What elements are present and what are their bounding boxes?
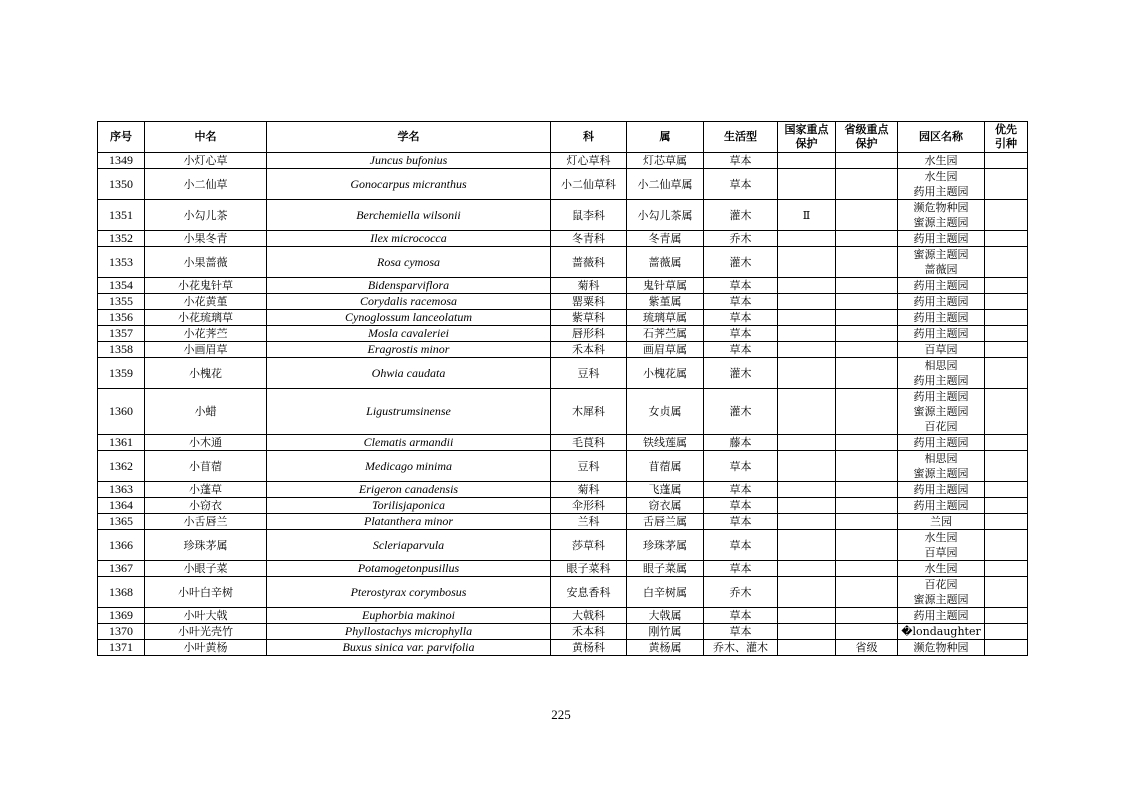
cell-life-form: 草本 bbox=[704, 514, 778, 530]
cell-national-protection bbox=[778, 358, 836, 389]
cell-scientific-name: Potamogetonpusillus bbox=[267, 561, 551, 577]
cell-genus: 苜蓿属 bbox=[627, 451, 704, 482]
cell-genus: 白辛树属 bbox=[627, 577, 704, 608]
cell-national-protection bbox=[778, 498, 836, 514]
table-row bbox=[98, 326, 1028, 342]
cell-no: 1371 bbox=[98, 640, 145, 656]
cell-garden-name bbox=[898, 389, 985, 435]
cell-no: 1370 bbox=[98, 624, 145, 640]
cell-no: 1365 bbox=[98, 514, 145, 530]
plant-table bbox=[97, 121, 1028, 656]
cell-no: 1368 bbox=[98, 577, 145, 608]
cell-no: 1361 bbox=[98, 435, 145, 451]
cell-garden-name bbox=[898, 530, 985, 561]
header-national-protection: 国家重点保护 bbox=[778, 122, 836, 153]
cell-scientific-name: Torilisjaponica bbox=[267, 498, 551, 514]
cell-provincial-protection bbox=[836, 530, 898, 561]
cell-genus: 紫堇属 bbox=[627, 294, 704, 310]
cell-provincial-protection bbox=[836, 577, 898, 608]
cell-no: 1350 bbox=[98, 169, 145, 200]
garden-line: 药用主题园 bbox=[913, 390, 969, 403]
cell-national-protection bbox=[778, 561, 836, 577]
cell-family: 黄杨科 bbox=[551, 640, 627, 656]
table-row bbox=[98, 530, 1028, 561]
cell-no: 1360 bbox=[98, 389, 145, 435]
cell-priority-introduction bbox=[985, 514, 1028, 530]
cell-national-protection bbox=[778, 310, 836, 326]
cell-genus: 鬼针草属 bbox=[627, 278, 704, 294]
cell-provincial-protection bbox=[836, 498, 898, 514]
cell-provincial-protection bbox=[836, 200, 898, 231]
table-row bbox=[98, 577, 1028, 608]
cell-scientific-name: Ohwia caudata bbox=[267, 358, 551, 389]
cell-scientific-name: Corydalis racemosa bbox=[267, 294, 551, 310]
cell-family: 木犀科 bbox=[551, 389, 627, 435]
garden-line: 百花园 bbox=[924, 420, 958, 433]
header-life-form: 生活型 bbox=[704, 122, 778, 153]
cell-garden-name bbox=[898, 342, 985, 358]
cell-garden-name bbox=[898, 482, 985, 498]
table-row bbox=[98, 278, 1028, 294]
cell-scientific-name: Rosa cymosa bbox=[267, 247, 551, 278]
garden-line: 百草园 bbox=[924, 343, 958, 356]
cell-provincial-protection bbox=[836, 608, 898, 624]
cell-life-form: 草本 bbox=[704, 169, 778, 200]
cell-no: 1362 bbox=[98, 451, 145, 482]
cell-chinese-name: 珍珠茅属 bbox=[145, 530, 267, 561]
garden-line: 水生园 bbox=[924, 154, 958, 167]
cell-no: 1367 bbox=[98, 561, 145, 577]
cell-garden-name bbox=[898, 451, 985, 482]
cell-priority-introduction bbox=[985, 326, 1028, 342]
cell-chinese-name: 小叶光壳竹 bbox=[145, 624, 267, 640]
cell-scientific-name: Euphorbia makinoi bbox=[267, 608, 551, 624]
cell-scientific-name: Medicago minima bbox=[267, 451, 551, 482]
table-row bbox=[98, 231, 1028, 247]
cell-garden-name bbox=[898, 577, 985, 608]
cell-national-protection bbox=[778, 640, 836, 656]
cell-genus: 刚竹属 bbox=[627, 624, 704, 640]
cell-scientific-name: Cynoglossum lanceolatum bbox=[267, 310, 551, 326]
cell-national-protection bbox=[778, 482, 836, 498]
cell-provincial-protection bbox=[836, 169, 898, 200]
table-row bbox=[98, 498, 1028, 514]
table-row bbox=[98, 342, 1028, 358]
table-row bbox=[98, 200, 1028, 231]
cell-scientific-name: Bidensparviflora bbox=[267, 278, 551, 294]
cell-chinese-name: 小花鬼针草 bbox=[145, 278, 267, 294]
cell-garden-name bbox=[898, 247, 985, 278]
cell-genus: 珍珠茅属 bbox=[627, 530, 704, 561]
cell-garden-name bbox=[898, 169, 985, 200]
cell-family: 紫草科 bbox=[551, 310, 627, 326]
cell-priority-introduction bbox=[985, 278, 1028, 294]
cell-priority-introduction bbox=[985, 561, 1028, 577]
garden-line: 药用主题园 bbox=[913, 279, 969, 292]
garden-line: 药用主题园 bbox=[913, 311, 969, 324]
cell-life-form: 草本 bbox=[704, 342, 778, 358]
cell-national-protection bbox=[778, 389, 836, 435]
cell-priority-introduction bbox=[985, 577, 1028, 608]
header-family: 科 bbox=[551, 122, 627, 153]
cell-chinese-name: 小眼子菜 bbox=[145, 561, 267, 577]
cell-chinese-name: 小果蔷薇 bbox=[145, 247, 267, 278]
cell-family: 禾本科 bbox=[551, 342, 627, 358]
cell-provincial-protection bbox=[836, 451, 898, 482]
header-garden-name: 园区名称 bbox=[898, 122, 985, 153]
cell-priority-introduction bbox=[985, 294, 1028, 310]
cell-chinese-name: 小窃衣 bbox=[145, 498, 267, 514]
cell-family: 伞形科 bbox=[551, 498, 627, 514]
cell-family: 灯心草科 bbox=[551, 153, 627, 169]
garden-line: 药用主题园 bbox=[913, 609, 969, 622]
cell-no: 1352 bbox=[98, 231, 145, 247]
garden-line: 水生园 bbox=[924, 531, 958, 544]
header-genus: 属 bbox=[627, 122, 704, 153]
cell-life-form: 草本 bbox=[704, 153, 778, 169]
cell-priority-introduction bbox=[985, 358, 1028, 389]
cell-chinese-name: 小苜蓿 bbox=[145, 451, 267, 482]
garden-line: 相思园 bbox=[924, 452, 958, 465]
cell-life-form: 草本 bbox=[704, 624, 778, 640]
cell-priority-introduction bbox=[985, 200, 1028, 231]
cell-national-protection bbox=[778, 326, 836, 342]
cell-no: 1354 bbox=[98, 278, 145, 294]
cell-priority-introduction bbox=[985, 640, 1028, 656]
cell-family: 豆科 bbox=[551, 358, 627, 389]
cell-national-protection: Ⅱ bbox=[778, 200, 836, 231]
cell-genus: 灯芯草属 bbox=[627, 153, 704, 169]
cell-national-protection bbox=[778, 530, 836, 561]
header-chinese-name: 中名 bbox=[145, 122, 267, 153]
cell-family: 冬青科 bbox=[551, 231, 627, 247]
cell-provincial-protection bbox=[836, 153, 898, 169]
cell-no: 1369 bbox=[98, 608, 145, 624]
garden-line: 相思园 bbox=[924, 359, 958, 372]
cell-no: 1366 bbox=[98, 530, 145, 561]
garden-line: 水生园 bbox=[924, 562, 958, 575]
cell-family: 眼子菜科 bbox=[551, 561, 627, 577]
table-row bbox=[98, 561, 1028, 577]
cell-priority-introduction bbox=[985, 498, 1028, 514]
cell-priority-introduction bbox=[985, 530, 1028, 561]
cell-chinese-name: 小花黄堇 bbox=[145, 294, 267, 310]
garden-line: 濒危物种园 bbox=[913, 641, 969, 654]
cell-scientific-name: Clematis armandii bbox=[267, 435, 551, 451]
cell-priority-introduction bbox=[985, 624, 1028, 640]
cell-scientific-name: Berchemiella wilsonii bbox=[267, 200, 551, 231]
cell-national-protection bbox=[778, 608, 836, 624]
cell-provincial-protection bbox=[836, 435, 898, 451]
cell-genus: 小勾儿茶属 bbox=[627, 200, 704, 231]
cell-life-form: 草本 bbox=[704, 561, 778, 577]
cell-chinese-name: 小槐花 bbox=[145, 358, 267, 389]
cell-chinese-name: 小画眉草 bbox=[145, 342, 267, 358]
cell-family: 蔷薇科 bbox=[551, 247, 627, 278]
cell-scientific-name: Erigeron canadensis bbox=[267, 482, 551, 498]
cell-genus: 窃衣属 bbox=[627, 498, 704, 514]
cell-garden-name bbox=[898, 561, 985, 577]
table-row bbox=[98, 640, 1028, 656]
cell-scientific-name: Gonocarpus micranthus bbox=[267, 169, 551, 200]
cell-genus: 蔷薇属 bbox=[627, 247, 704, 278]
cell-chinese-name: 小花琉璃草 bbox=[145, 310, 267, 326]
cell-family: 鼠李科 bbox=[551, 200, 627, 231]
table-body bbox=[98, 153, 1028, 656]
cell-provincial-protection bbox=[836, 247, 898, 278]
cell-chinese-name: 小灯心草 bbox=[145, 153, 267, 169]
cell-life-form: 灌木 bbox=[704, 358, 778, 389]
cell-chinese-name: 小蓬草 bbox=[145, 482, 267, 498]
cell-life-form: 乔木、灌木 bbox=[704, 640, 778, 656]
cell-chinese-name: 小花荠苎 bbox=[145, 326, 267, 342]
header-scientific-name: 学名 bbox=[267, 122, 551, 153]
cell-life-form: 草本 bbox=[704, 294, 778, 310]
cell-national-protection bbox=[778, 278, 836, 294]
garden-line: 药用主题园 bbox=[913, 232, 969, 245]
cell-scientific-name: Juncus bufonius bbox=[267, 153, 551, 169]
cell-priority-introduction bbox=[985, 451, 1028, 482]
cell-family: 禾本科 bbox=[551, 624, 627, 640]
cell-garden-name bbox=[898, 640, 985, 656]
cell-chinese-name: 小蜡 bbox=[145, 389, 267, 435]
garden-line: 药用主题园 bbox=[913, 185, 969, 198]
cell-no: 1355 bbox=[98, 294, 145, 310]
cell-national-protection bbox=[778, 169, 836, 200]
cell-family: 毛茛科 bbox=[551, 435, 627, 451]
garden-line: 百草园 bbox=[924, 546, 958, 559]
cell-no: 1353 bbox=[98, 247, 145, 278]
garden-line: �londaughter bbox=[901, 625, 981, 638]
cell-genus: 小二仙草属 bbox=[627, 169, 704, 200]
cell-family: 小二仙草科 bbox=[551, 169, 627, 200]
cell-provincial-protection bbox=[836, 310, 898, 326]
cell-priority-introduction bbox=[985, 482, 1028, 498]
cell-no: 1351 bbox=[98, 200, 145, 231]
cell-scientific-name: Phyllostachys microphylla bbox=[267, 624, 551, 640]
garden-line: 濒危物种园 bbox=[913, 201, 969, 214]
garden-line: 药用主题园 bbox=[913, 327, 969, 340]
table-row bbox=[98, 624, 1028, 640]
cell-garden-name bbox=[898, 294, 985, 310]
cell-no: 1349 bbox=[98, 153, 145, 169]
cell-priority-introduction bbox=[985, 153, 1028, 169]
cell-provincial-protection bbox=[836, 231, 898, 247]
cell-chinese-name: 小叶黄杨 bbox=[145, 640, 267, 656]
cell-life-form: 草本 bbox=[704, 608, 778, 624]
cell-provincial-protection bbox=[836, 389, 898, 435]
cell-genus: 飞蓬属 bbox=[627, 482, 704, 498]
cell-garden-name bbox=[898, 624, 985, 640]
cell-national-protection bbox=[778, 451, 836, 482]
cell-garden-name bbox=[898, 358, 985, 389]
cell-life-form: 草本 bbox=[704, 482, 778, 498]
cell-provincial-protection bbox=[836, 561, 898, 577]
cell-life-form: 藤本 bbox=[704, 435, 778, 451]
cell-provincial-protection bbox=[836, 278, 898, 294]
cell-priority-introduction bbox=[985, 389, 1028, 435]
table-row bbox=[98, 247, 1028, 278]
cell-life-form: 草本 bbox=[704, 530, 778, 561]
cell-chinese-name: 小二仙草 bbox=[145, 169, 267, 200]
cell-priority-introduction bbox=[985, 435, 1028, 451]
table-row bbox=[98, 294, 1028, 310]
header-provincial-protection: 省级重点保护 bbox=[836, 122, 898, 153]
cell-provincial-protection bbox=[836, 624, 898, 640]
cell-life-form: 草本 bbox=[704, 278, 778, 294]
cell-family: 罂粟科 bbox=[551, 294, 627, 310]
cell-genus: 铁线莲属 bbox=[627, 435, 704, 451]
garden-line: 药用主题园 bbox=[913, 499, 969, 512]
cell-scientific-name: Buxus sinica var. parvifolia bbox=[267, 640, 551, 656]
cell-garden-name bbox=[898, 231, 985, 247]
cell-genus: 冬青属 bbox=[627, 231, 704, 247]
cell-family: 安息香科 bbox=[551, 577, 627, 608]
cell-national-protection bbox=[778, 294, 836, 310]
garden-line: 蜜源主题园 bbox=[913, 248, 969, 261]
cell-national-protection bbox=[778, 342, 836, 358]
table-row bbox=[98, 435, 1028, 451]
table-row bbox=[98, 310, 1028, 326]
cell-life-form: 草本 bbox=[704, 451, 778, 482]
cell-genus: 画眉草属 bbox=[627, 342, 704, 358]
cell-national-protection bbox=[778, 231, 836, 247]
cell-garden-name bbox=[898, 608, 985, 624]
cell-family: 莎草科 bbox=[551, 530, 627, 561]
garden-line: 药用主题园 bbox=[913, 374, 969, 387]
cell-no: 1363 bbox=[98, 482, 145, 498]
cell-priority-introduction bbox=[985, 608, 1028, 624]
cell-no: 1364 bbox=[98, 498, 145, 514]
cell-no: 1356 bbox=[98, 310, 145, 326]
cell-priority-introduction bbox=[985, 247, 1028, 278]
header-row bbox=[98, 122, 1028, 153]
cell-priority-introduction bbox=[985, 342, 1028, 358]
cell-garden-name bbox=[898, 435, 985, 451]
cell-chinese-name: 小勾儿茶 bbox=[145, 200, 267, 231]
cell-family: 兰科 bbox=[551, 514, 627, 530]
cell-scientific-name: Ilex micrococca bbox=[267, 231, 551, 247]
table-row bbox=[98, 608, 1028, 624]
cell-no: 1357 bbox=[98, 326, 145, 342]
garden-line: 蜜源主题园 bbox=[913, 593, 969, 606]
cell-national-protection bbox=[778, 247, 836, 278]
header-priority-introduction: 优先引种 bbox=[985, 122, 1028, 153]
cell-genus: 小槐花属 bbox=[627, 358, 704, 389]
garden-line: 蜜源主题园 bbox=[913, 467, 969, 480]
cell-provincial-protection bbox=[836, 326, 898, 342]
cell-provincial-protection bbox=[836, 342, 898, 358]
cell-family: 菊科 bbox=[551, 482, 627, 498]
cell-life-form: 乔木 bbox=[704, 231, 778, 247]
cell-garden-name bbox=[898, 326, 985, 342]
cell-life-form: 灌木 bbox=[704, 247, 778, 278]
cell-national-protection bbox=[778, 624, 836, 640]
cell-provincial-protection bbox=[836, 514, 898, 530]
cell-life-form: 草本 bbox=[704, 326, 778, 342]
cell-chinese-name: 小果冬青 bbox=[145, 231, 267, 247]
cell-garden-name bbox=[898, 498, 985, 514]
cell-genus: 石荠苎属 bbox=[627, 326, 704, 342]
cell-chinese-name: 小木通 bbox=[145, 435, 267, 451]
cell-scientific-name: Pterostyrax corymbosus bbox=[267, 577, 551, 608]
cell-scientific-name: Mosla cavaleriei bbox=[267, 326, 551, 342]
cell-priority-introduction bbox=[985, 310, 1028, 326]
cell-national-protection bbox=[778, 435, 836, 451]
cell-national-protection bbox=[778, 577, 836, 608]
cell-life-form: 灌木 bbox=[704, 389, 778, 435]
cell-genus: 大戟属 bbox=[627, 608, 704, 624]
garden-line: 水生园 bbox=[924, 170, 958, 183]
table-row bbox=[98, 153, 1028, 169]
cell-priority-introduction bbox=[985, 169, 1028, 200]
table-row bbox=[98, 169, 1028, 200]
cell-family: 菊科 bbox=[551, 278, 627, 294]
cell-chinese-name: 小舌唇兰 bbox=[145, 514, 267, 530]
garden-line: 兰园 bbox=[930, 515, 952, 528]
garden-line: 药用主题园 bbox=[913, 483, 969, 496]
cell-life-form: 草本 bbox=[704, 498, 778, 514]
cell-genus: 女贞属 bbox=[627, 389, 704, 435]
cell-garden-name bbox=[898, 514, 985, 530]
cell-genus: 黄杨属 bbox=[627, 640, 704, 656]
cell-life-form: 乔木 bbox=[704, 577, 778, 608]
cell-no: 1359 bbox=[98, 358, 145, 389]
cell-scientific-name: Platanthera minor bbox=[267, 514, 551, 530]
header-no: 序号 bbox=[98, 122, 145, 153]
cell-life-form: 灌木 bbox=[704, 200, 778, 231]
cell-family: 唇形科 bbox=[551, 326, 627, 342]
cell-scientific-name: Scleriaparvula bbox=[267, 530, 551, 561]
cell-garden-name bbox=[898, 278, 985, 294]
cell-family: 大戟科 bbox=[551, 608, 627, 624]
cell-scientific-name: Eragrostis minor bbox=[267, 342, 551, 358]
table-row bbox=[98, 358, 1028, 389]
cell-national-protection bbox=[778, 514, 836, 530]
cell-family: 豆科 bbox=[551, 451, 627, 482]
cell-no: 1358 bbox=[98, 342, 145, 358]
cell-garden-name bbox=[898, 200, 985, 231]
table-row bbox=[98, 482, 1028, 498]
table-row bbox=[98, 389, 1028, 435]
cell-garden-name bbox=[898, 310, 985, 326]
cell-national-protection bbox=[778, 153, 836, 169]
garden-line: 百花园 bbox=[924, 578, 958, 591]
page-number: 225 bbox=[551, 707, 571, 722]
cell-genus: 舌唇兰属 bbox=[627, 514, 704, 530]
garden-line: 药用主题园 bbox=[913, 295, 969, 308]
cell-genus: 琉璃草属 bbox=[627, 310, 704, 326]
garden-line: 蜜源主题园 bbox=[913, 216, 969, 229]
cell-provincial-protection bbox=[836, 358, 898, 389]
cell-provincial-protection bbox=[836, 482, 898, 498]
cell-garden-name bbox=[898, 153, 985, 169]
table-row bbox=[98, 514, 1028, 530]
cell-provincial-protection: 省级 bbox=[836, 640, 898, 656]
cell-provincial-protection bbox=[836, 294, 898, 310]
cell-genus: 眼子菜属 bbox=[627, 561, 704, 577]
cell-chinese-name: 小叶白辛树 bbox=[145, 577, 267, 608]
cell-chinese-name: 小叶大戟 bbox=[145, 608, 267, 624]
cell-scientific-name: Ligustrumsinense bbox=[267, 389, 551, 435]
cell-life-form: 草本 bbox=[704, 310, 778, 326]
cell-priority-introduction bbox=[985, 231, 1028, 247]
garden-line: 蔷薇园 bbox=[924, 263, 958, 276]
garden-line: 蜜源主题园 bbox=[913, 405, 969, 418]
table-row bbox=[98, 451, 1028, 482]
garden-line: 药用主题园 bbox=[913, 436, 969, 449]
